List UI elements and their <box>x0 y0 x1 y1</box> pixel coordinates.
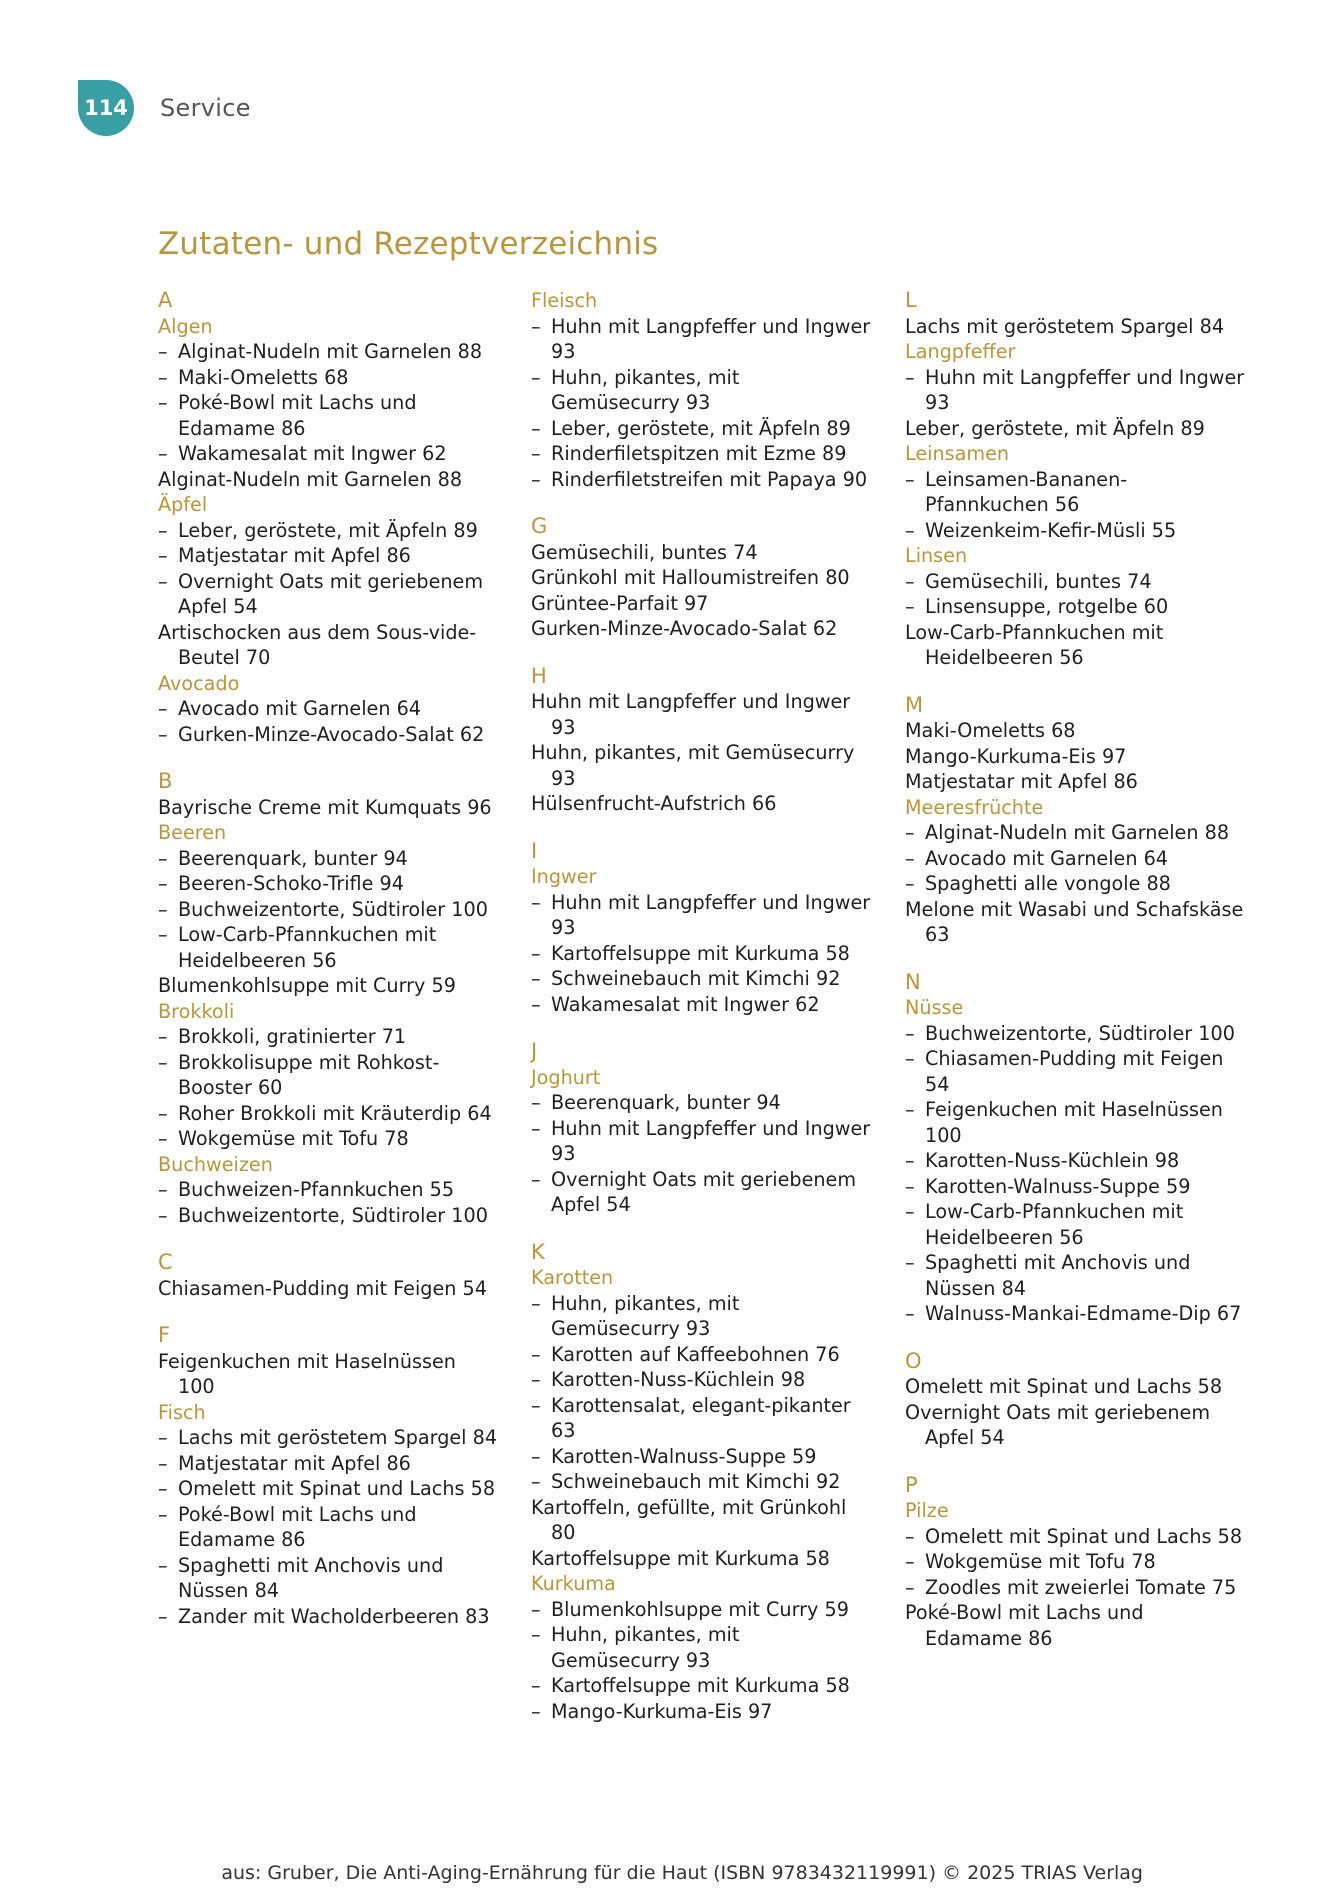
index-entry: Artischocken aus dem Sous-vide-Beutel 70 <box>158 620 477 669</box>
index-sub-entry: – Huhn mit Langpfeffer und Ingwer 93 <box>531 314 871 365</box>
index-entry: Maki-Omeletts 68 <box>905 719 1076 742</box>
index-sub-entry: – Roher Brokkoli mit Kräuterdip 64 <box>158 1101 498 1127</box>
index-sub-entry: – Low-Carb-Pfannkuchen mit Heidelbeeren 56 <box>905 1199 1245 1250</box>
index-sub-entry: – Kartoffelsuppe mit Kurkuma 58 <box>531 941 871 967</box>
index-sub-entry: – Huhn mit Langpfeffer und Ingwer 93 <box>905 365 1245 416</box>
index-group-heading: Langpfeffer <box>905 340 1016 363</box>
index-entry: Grünkohl mit Halloumistreifen 80 <box>531 566 850 589</box>
index-sub-entry: – Poké-Bowl mit Lachs und Edamame 86 <box>158 1502 498 1553</box>
index-title: Zutaten- und Rezeptverzeichnis <box>158 226 659 262</box>
index-sub-entry: – Karotten-Walnuss-Suppe 59 <box>905 1174 1245 1200</box>
index-entry: Leber, geröstete, mit Äpfeln 89 <box>905 416 1205 440</box>
index-group-heading: Nüsse <box>905 996 964 1019</box>
index-sub-entry: – Wakamesalat mit Ingwer 62 <box>158 441 498 467</box>
index-sub-entry: – Huhn mit Langpfeffer und Ingwer 93 <box>531 1116 871 1167</box>
index-sub-entry: – Wokgemüse mit Tofu 78 <box>158 1126 498 1152</box>
index-group-heading: Äpfel <box>158 493 208 516</box>
index-group-heading: Algen <box>158 314 213 338</box>
index-sub-entry: – Huhn, pikantes, mit Gemüsecurry 93 <box>531 365 871 416</box>
index-sub-entry: – Gemüsechili, buntes 74 <box>905 569 1245 595</box>
index-column-3 <box>905 288 1245 1651</box>
index-sub-entry: – Buchweizentorte, Südtiroler 100 <box>905 1021 1245 1047</box>
index-group-heading: Meeresfrüchte <box>905 795 1044 819</box>
index-sub-entry: – Buchweizentorte, Südtiroler 100 <box>158 897 498 923</box>
index-sub-entry: – Kartoffelsuppe mit Kurkuma 58 <box>531 1673 871 1699</box>
index-letter-heading: P <box>905 1472 918 1497</box>
index-sub-entry: – Matjestatar mit Apfel 86 <box>158 1451 498 1477</box>
index-entry: Matjestatar mit Apfel 86 <box>905 770 1138 793</box>
index-letter-heading: C <box>158 1250 173 1274</box>
index-sub-entry: – Maki-Omeletts 68 <box>158 365 498 391</box>
index-group-heading: Joghurt <box>531 1065 601 1089</box>
index-sub-entry: – Gurken-Minze-Avocado-Salat 62 <box>158 722 498 748</box>
index-entry: Blumenkohlsuppe mit Curry 59 <box>158 974 456 997</box>
index-letter-heading: I <box>531 838 538 863</box>
index-sub-entry: – Blumenkohlsuppe mit Curry 59 <box>531 1597 871 1623</box>
index-entry: Chiasamen-Pudding mit Feigen 54 <box>158 1276 487 1300</box>
index-entry: Poké-Bowl mit Lachs und Edamame 86 <box>905 1601 1144 1650</box>
index-entry: Bayrische Creme mit Kumquats 96 <box>158 795 492 819</box>
index-group-heading: Leinsamen <box>905 442 1010 465</box>
index-group-heading: Kurkuma <box>531 1572 616 1595</box>
page-number-badge: 114 <box>78 80 134 136</box>
index-sub-entry: – Spaghetti mit Anchovis und Nüssen 84 <box>905 1250 1245 1301</box>
index-group-heading: Karotten <box>531 1266 614 1289</box>
index-entry: Overnight Oats mit geriebenem Apfel 54 <box>905 1400 1211 1449</box>
index-group-heading: Brokkoli <box>158 999 235 1023</box>
index-sub-entry: – Mango-Kurkuma-Eis 97 <box>531 1699 871 1725</box>
index-letter-heading: N <box>905 969 921 994</box>
index-entry: Huhn, pikantes, mit Gemüsecurry 93 <box>531 741 855 790</box>
index-entry: Gemüsechili, buntes 74 <box>531 540 758 564</box>
index-sub-entry: – Linsensuppe, rotgelbe 60 <box>905 594 1245 620</box>
index-sub-entry: – Karotten-Nuss-Küchlein 98 <box>531 1367 871 1393</box>
index-sub-entry: – Alginat-Nudeln mit Garnelen 88 <box>905 820 1245 846</box>
index-sub-entry: – Wokgemüse mit Tofu 78 <box>905 1549 1245 1575</box>
index-entry: Alginat-Nudeln mit Garnelen 88 <box>158 467 463 491</box>
index-entry: Feigenkuchen mit Haselnüssen 100 <box>158 1349 456 1398</box>
index-sub-entry: – Huhn, pikantes, mit Gemüsecurry 93 <box>531 1622 871 1673</box>
index-group-heading: Fleisch <box>531 289 598 312</box>
index-sub-entry: – Low-Carb-Pfannkuchen mit Heidelbeeren 56 <box>158 922 498 973</box>
index-sub-entry: – Spaghetti mit Anchovis und Nüssen 84 <box>158 1553 498 1604</box>
index-entry: Mango-Kurkuma-Eis 97 <box>905 744 1127 768</box>
index-letter-heading: J <box>531 1039 538 1063</box>
index-letter-heading: M <box>905 692 924 717</box>
index-letter-heading: H <box>531 663 547 688</box>
index-sub-entry: – Leinsamen-Bananen-Pfannkuchen 56 <box>905 467 1245 518</box>
index-group-heading: Linsen <box>905 544 968 567</box>
index-letter-heading: K <box>531 1239 545 1264</box>
index-letter-heading: G <box>531 514 548 538</box>
index-sub-entry: – Walnuss-Mankai-Edmame-Dip 67 <box>905 1301 1245 1327</box>
index-entry: Omelett mit Spinat und Lachs 58 <box>905 1375 1223 1398</box>
index-letter-heading: A <box>158 288 173 312</box>
index-sub-entry: – Huhn, pikantes, mit Gemüsecurry 93 <box>531 1291 871 1342</box>
index-entry: Low-Carb-Pfannkuchen mit Heidelbeeren 56 <box>905 620 1164 669</box>
index-sub-entry: – Matjestatar mit Apfel 86 <box>158 543 498 569</box>
index-sub-entry: – Omelett mit Spinat und Lachs 58 <box>905 1524 1245 1550</box>
index-group-heading: Beeren <box>158 821 227 844</box>
index-entry: Gurken-Minze-Avocado-Salat 62 <box>531 617 838 640</box>
index-sub-entry: – Wakamesalat mit Ingwer 62 <box>531 992 871 1018</box>
index-sub-entry: – Poké-Bowl mit Lachs und Edamame 86 <box>158 390 498 441</box>
index-sub-entry: – Schweinebauch mit Kimchi 92 <box>531 966 871 992</box>
index-sub-entry: – Huhn mit Langpfeffer und Ingwer 93 <box>531 890 871 941</box>
index-entry: Lachs mit geröstetem Spargel 84 <box>905 314 1225 338</box>
index-sub-entry: – Karotten auf Kaffeebohnen 76 <box>531 1342 871 1368</box>
index-entry: Kartoffeln, gefüllte, mit Grünkohl 80 <box>531 1495 847 1544</box>
index-sub-entry: – Omelett mit Spinat und Lachs 58 <box>158 1476 498 1502</box>
index-sub-entry: – Beerenquark, bunter 94 <box>158 846 498 872</box>
index-sub-entry: – Overnight Oats mit geriebenem Apfel 54 <box>158 569 498 620</box>
index-sub-entry: – Alginat-Nudeln mit Garnelen 88 <box>158 339 498 365</box>
index-sub-entry: – Lachs mit geröstetem Spargel 84 <box>158 1425 498 1451</box>
index-letter-heading: O <box>905 1348 922 1373</box>
index-entry: Hülsenfrucht-Aufstrich 66 <box>531 792 777 815</box>
index-sub-entry: – Buchweizentorte, Südtiroler 100 <box>158 1203 498 1229</box>
index-group-heading: Buchweizen <box>158 1152 273 1176</box>
index-sub-entry: – Karotten-Walnuss-Suppe 59 <box>531 1444 871 1470</box>
index-letter-heading: L <box>905 288 917 312</box>
index-sub-entry: – Karotten-Nuss-Küchlein 98 <box>905 1148 1245 1174</box>
index-sub-entry: – Brokkoli, gratinierter 71 <box>158 1024 498 1050</box>
page-header <box>78 80 251 136</box>
index-sub-entry: – Rinderfiletspitzen mit Ezme 89 <box>531 441 871 467</box>
index-group-heading: Fisch <box>158 1400 206 1424</box>
index-group-heading: Ingwer <box>531 865 597 888</box>
index-sub-entry: – Overnight Oats mit geriebenem Apfel 54 <box>531 1167 871 1218</box>
index-entry: Grüntee-Parfait 97 <box>531 591 709 615</box>
index-sub-entry: – Feigenkuchen mit Haselnüssen 100 <box>905 1097 1245 1148</box>
index-column-1 <box>158 288 498 1629</box>
index-sub-entry: – Zander mit Wacholderbeeren 83 <box>158 1604 498 1630</box>
index-entry: Melone mit Wasabi und Schafskäse 63 <box>905 897 1244 946</box>
index-entry: Kartoffelsuppe mit Kurkuma 58 <box>531 1546 830 1570</box>
index-column-2 <box>531 288 871 1724</box>
index-sub-entry: – Avocado mit Garnelen 64 <box>905 846 1245 872</box>
index-sub-entry: – Beerenquark, bunter 94 <box>531 1090 871 1116</box>
index-sub-entry: – Schweinebauch mit Kimchi 92 <box>531 1469 871 1495</box>
index-sub-entry: – Beeren-Schoko-Trifle 94 <box>158 871 498 897</box>
index-sub-entry: – Chiasamen-Pudding mit Feigen 54 <box>905 1046 1245 1097</box>
index-entry: Huhn mit Langpfeffer und Ingwer 93 <box>531 690 851 739</box>
index-group-heading: Avocado <box>158 671 240 695</box>
index-sub-entry: – Brokkolisuppe mit Rohkost-Booster 60 <box>158 1050 498 1101</box>
index-group-heading: Pilze <box>905 1499 949 1522</box>
index-letter-heading: F <box>158 1323 171 1347</box>
index-letter-heading: B <box>158 769 173 793</box>
index-sub-entry: – Leber, geröstete, mit Äpfeln 89 <box>158 518 498 544</box>
index-sub-entry: – Leber, geröstete, mit Äpfeln 89 <box>531 416 871 442</box>
section-label: Service <box>160 94 251 122</box>
index-sub-entry: – Weizenkeim-Kefir-Müsli 55 <box>905 518 1245 544</box>
index-sub-entry: – Buchweizen-Pfannkuchen 55 <box>158 1177 498 1203</box>
index-sub-entry: – Rinderfiletstreifen mit Papaya 90 <box>531 467 871 493</box>
index-sub-entry: – Spaghetti alle vongole 88 <box>905 871 1245 897</box>
copyright-footer: aus: Gruber, Die Anti-Aging-Ernährung für die Haut (ISBN 9783432119991) © 2025 TRIAS Verlag <box>221 1862 1143 1884</box>
index-sub-entry: – Karottensalat, elegant-pikanter 63 <box>531 1393 871 1444</box>
index-sub-entry: – Avocado mit Garnelen 64 <box>158 696 498 722</box>
index-sub-entry: – Zoodles mit zweierlei Tomate 75 <box>905 1575 1245 1601</box>
